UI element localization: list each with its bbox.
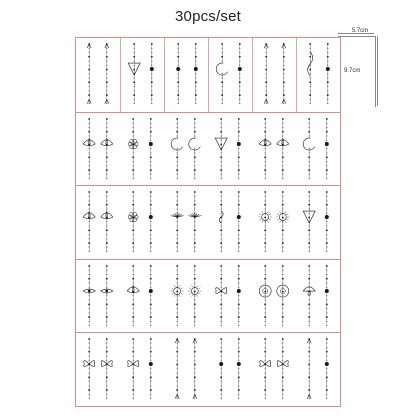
eye-icon bbox=[76, 260, 120, 334]
tattoo-cell bbox=[76, 333, 120, 406]
tattoo-cell bbox=[76, 113, 120, 186]
palm-icon bbox=[164, 186, 208, 260]
butterfly-icon bbox=[76, 333, 120, 407]
tattoo-cell bbox=[296, 38, 341, 112]
wave-icon bbox=[208, 186, 252, 260]
triangle-icon bbox=[208, 113, 252, 187]
butterfly-icon bbox=[120, 333, 164, 407]
tattoo-cell bbox=[120, 260, 164, 333]
tattoo-cell bbox=[76, 186, 120, 259]
tattoo-cell bbox=[76, 260, 120, 333]
tattoo-cell bbox=[296, 260, 340, 333]
tattoo-cell bbox=[252, 38, 297, 112]
arrow-icon bbox=[296, 333, 340, 407]
tattoo-cell bbox=[208, 38, 253, 112]
moon-icon bbox=[296, 113, 340, 187]
tattoo-cell bbox=[120, 113, 164, 186]
tattoo-cell bbox=[164, 38, 209, 112]
lotus-icon bbox=[76, 186, 120, 260]
tattoo-row bbox=[76, 185, 340, 259]
tattoo-sheet bbox=[75, 37, 341, 407]
tattoo-cell bbox=[120, 186, 164, 259]
tattoo-cell bbox=[76, 38, 120, 112]
dots-icon bbox=[165, 38, 209, 112]
dimension-height-line bbox=[377, 36, 378, 106]
dots-icon bbox=[208, 333, 252, 407]
triangle-icon bbox=[121, 38, 165, 112]
tattoo-row bbox=[76, 332, 340, 406]
butterfly-icon bbox=[252, 333, 296, 407]
arrow-icon bbox=[253, 38, 297, 112]
tattoo-cell bbox=[164, 186, 208, 259]
arrow-icon bbox=[164, 333, 208, 407]
tattoo-cell bbox=[120, 333, 164, 406]
arrow-icon bbox=[76, 38, 120, 112]
lotus-icon bbox=[252, 113, 296, 187]
mushroom-icon bbox=[296, 260, 340, 334]
tattoo-cell bbox=[120, 38, 165, 112]
dimension-width-label: 5.7cm bbox=[351, 28, 369, 34]
triangle-icon bbox=[296, 186, 340, 260]
page-title: 30pcs/set bbox=[174, 8, 241, 25]
tattoo-row bbox=[76, 259, 340, 333]
flower-icon bbox=[120, 186, 164, 260]
moon-icon bbox=[209, 38, 253, 112]
moon-icon bbox=[164, 113, 208, 187]
tattoo-cell bbox=[252, 333, 296, 406]
dimension-height-label: 9.7cm bbox=[344, 68, 361, 74]
sun-icon bbox=[252, 186, 296, 260]
tattoo-row bbox=[76, 112, 340, 186]
tattoo-cell bbox=[296, 333, 340, 406]
tattoo-cell bbox=[252, 260, 296, 333]
tattoo-cell bbox=[296, 186, 340, 259]
lotus-icon bbox=[76, 113, 120, 187]
flower-icon bbox=[120, 113, 164, 187]
butterfly-icon bbox=[208, 260, 252, 334]
tattoo-cell bbox=[208, 333, 252, 406]
tattoo-cell bbox=[164, 113, 208, 186]
tattoo-cell bbox=[208, 260, 252, 333]
chain-icon bbox=[297, 38, 341, 112]
circle-icon bbox=[252, 260, 296, 334]
tattoo-cell bbox=[296, 113, 340, 186]
tattoo-cell bbox=[164, 333, 208, 406]
tattoo-cell bbox=[252, 113, 296, 186]
tattoo-cell bbox=[164, 260, 208, 333]
tattoo-cell bbox=[208, 186, 252, 259]
tattoo-cell bbox=[208, 113, 252, 186]
tattoo-row bbox=[76, 38, 340, 112]
lotus-icon bbox=[120, 260, 164, 334]
sun-icon bbox=[164, 260, 208, 334]
tattoo-cell bbox=[252, 186, 296, 259]
